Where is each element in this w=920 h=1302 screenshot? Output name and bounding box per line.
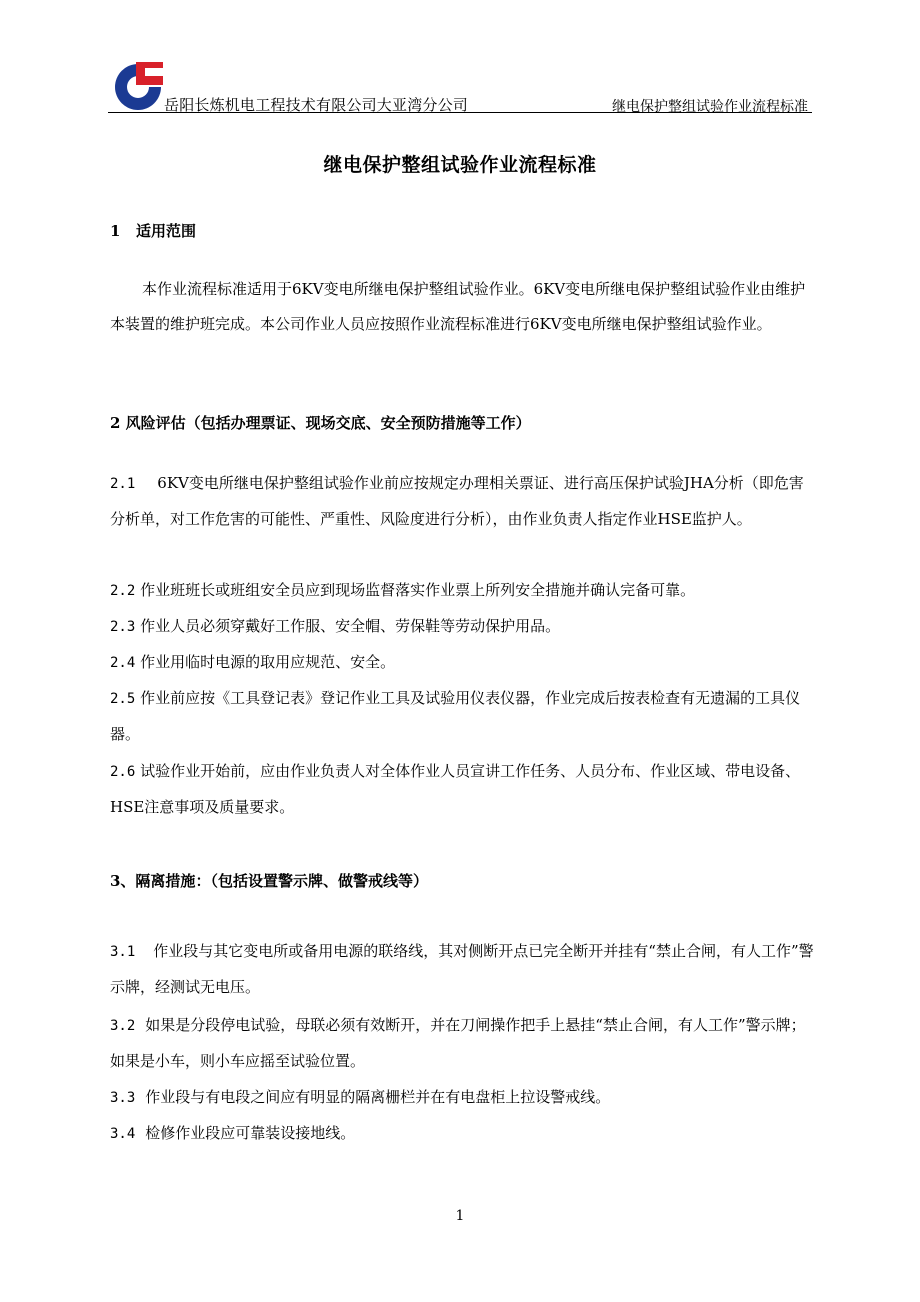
item-number: 2.6 xyxy=(110,764,136,780)
item-text: 作业段与其它变电所或备用电源的联络线，其对侧断开点已完全断开并挂有“禁止合闸，有人工作”警示牌，经测试无电压。 xyxy=(110,942,814,996)
section-1-paragraph: 本作业流程标准适用于6KV变电所继电保护整组试验作业。6KV变电所继电保护整组试验作业由维护本装置的维护班完成。本公司作业人员应按照作业流程标准进行6KV变电所继电保护整组试验作业。 xyxy=(110,280,806,333)
item-number: 3.2 xyxy=(110,1018,136,1034)
item-number: 2.1 xyxy=(110,476,136,492)
section-1-number: 1 xyxy=(110,222,121,240)
item-number: 2.5 xyxy=(110,691,136,707)
list-item xyxy=(110,645,814,681)
item-text: 检修作业段应可靠装设接地线。 xyxy=(145,1124,356,1142)
item-text: 如果是分段停电试验，母联必须有效断开，并在刀闸操作把手上悬挂“禁止合闸，有人工作”警示牌；如果是小车，则小车应摇至试验位置。 xyxy=(110,1016,806,1070)
section-3-heading: 3、隔离措施：（包括设置警示牌、做警戒线等） xyxy=(110,872,428,890)
section-1-heading xyxy=(110,220,196,241)
section-2-heading: 2 风险评估（包括办理票证、现场交底、安全预防措施等工作） xyxy=(110,414,531,432)
list-item xyxy=(110,573,814,609)
page-title: 继电保护整组试验作业流程标准 xyxy=(323,154,597,176)
company-logo-icon xyxy=(112,62,168,112)
list-item xyxy=(110,934,814,1005)
item-text: 作业前应按《工具登记表》登记作业工具及试验用仪表仪器，作业完成后按表检查有无遗漏的工具仪器。 xyxy=(110,689,801,743)
header-document-title: 继电保护整组试验作业流程标准 xyxy=(612,99,808,115)
item-number: 3.4 xyxy=(110,1126,136,1142)
item-text: 作业班班长或班组安全员应到现场监督落实作业票上所列安全措施并确认完备可靠。 xyxy=(140,581,696,599)
list-item xyxy=(110,609,814,645)
page-header xyxy=(108,62,812,114)
item-text: 作业段与有电段之间应有明显的隔离栅栏并在有电盘柜上拉设警戒线。 xyxy=(145,1088,611,1106)
section-1-title: 适用范围 xyxy=(136,222,197,240)
item-number: 2.2 xyxy=(110,583,136,599)
list-item xyxy=(110,1116,814,1152)
list-item xyxy=(110,1008,814,1079)
item-number: 3.1 xyxy=(110,944,136,960)
page-number: 1 xyxy=(455,1208,465,1224)
list-item xyxy=(110,754,814,825)
item-text: 作业人员必须穿戴好工作服、安全帽、劳保鞋等劳动保护用品。 xyxy=(140,617,561,635)
item-number: 2.3 xyxy=(110,619,136,635)
item-text: 作业用临时电源的取用应规范、安全。 xyxy=(140,653,396,671)
item-number: 2.4 xyxy=(110,655,136,671)
list-item xyxy=(110,681,814,752)
header-divider xyxy=(108,112,812,113)
item-text: 试验作业开始前，应由作业负责人对全体作业人员宣讲工作任务、人员分布、作业区域、带电设备、HSE注意事项及质量要求。 xyxy=(110,762,801,816)
item-number: 3.3 xyxy=(110,1090,136,1106)
company-name: 岳阳长炼机电工程技术有限公司大亚湾分公司 xyxy=(164,96,469,114)
list-item xyxy=(110,1080,814,1116)
list-item xyxy=(110,466,814,537)
item-text: 6KV变电所继电保护整组试验作业前应按规定办理相关票证、进行高压保护试验JHA分析（即危害分析单，对工作危害的可能性、严重性、风险度进行分析），由作业负责人指定作业HSE监护人。 xyxy=(110,474,804,528)
